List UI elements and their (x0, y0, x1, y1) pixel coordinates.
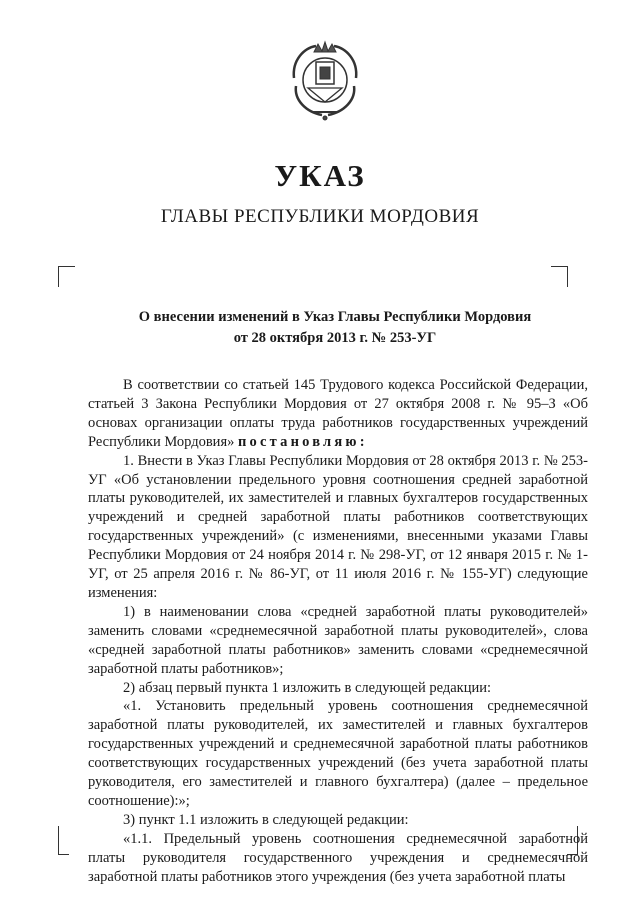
paragraph-4: «1. Установить предельный уровень соотношения среднемесячной заработной платы руководителей, их заместителей и главных бухгалтеров государственных учреждений и среднемесячной заработной платы работников соответствующих государственных учреждений (без учета заработной платы руководителя, его заместителей и главного бухгалтера) (далее – предельное соотношение):»; (88, 698, 588, 809)
document-title: УКАЗ (274, 158, 366, 193)
intro-keyword: постановляю: (237, 433, 368, 450)
decree-heading (100, 307, 570, 349)
paragraph-5: 3) пункт 1.1 изложить в следующей редакции: (123, 811, 409, 828)
heading-line-1: О внесении изменений в Указ Главы Республики Мордовия (138, 309, 532, 325)
corner-mark-top-right (551, 266, 568, 287)
paragraph-2: 1) в наименовании слова «средней заработной платы руководителей» заменить словами «среднемесячной заработной платы руководителей», слова «средней заработной платы работников» заменить словами «среднемесячной заработной платы работников»; (88, 603, 588, 677)
decree-body (88, 376, 588, 886)
paragraph-1: 1. Внести в Указ Главы Республики Мордовия от 28 октября 2013 г. № 253-УГ «Об установлении предельного уровня соотношения средней заработной платы руководителей, их заместителей и главных бухгалтеров государственных учреждений и средней заработной платы работников соответствующих государственных учреждений» (с изменениями, внесенными указами Главы Республики Мордовия от 24 ноября 2014 г. № 298-УГ, от 12 января 2015 г. № 1-УГ, от 25 апреля 2016 г. № 86-УГ, от 11 июля 2016 г. № 155-УГ) следующие изменения: (88, 452, 588, 601)
corner-mark-bottom-left (58, 826, 69, 855)
corner-mark-top-left (58, 266, 75, 287)
intro-paragraph (88, 376, 588, 452)
issuer-subtitle: ГЛАВЫ РЕСПУБЛИКИ МОРДОВИЯ (160, 206, 480, 227)
paragraph-3: 2) абзац первый пункта 1 изложить в следующей редакции: (123, 679, 492, 696)
coat-of-arms-emblem (286, 38, 364, 122)
heading-line-2: от 28 октября 2013 г. № 253-УГ (233, 330, 437, 346)
intro-text: В соответствии со статьей 145 Трудового кодекса Российской Федерации, статьей 3 Закона Республики Мордовия от 27 октября 2008 г. № 95–З «Об основах организации оплаты труда работников государственных учреждений Республики Мордовия» (88, 377, 588, 450)
paragraph-6: «1.1. Предельный уровень соотношения среднемесячной заработной платы руководителя государственного учреждения и среднемесячной заработной платы работников этого учреждения (без учета заработной платы (88, 830, 588, 885)
